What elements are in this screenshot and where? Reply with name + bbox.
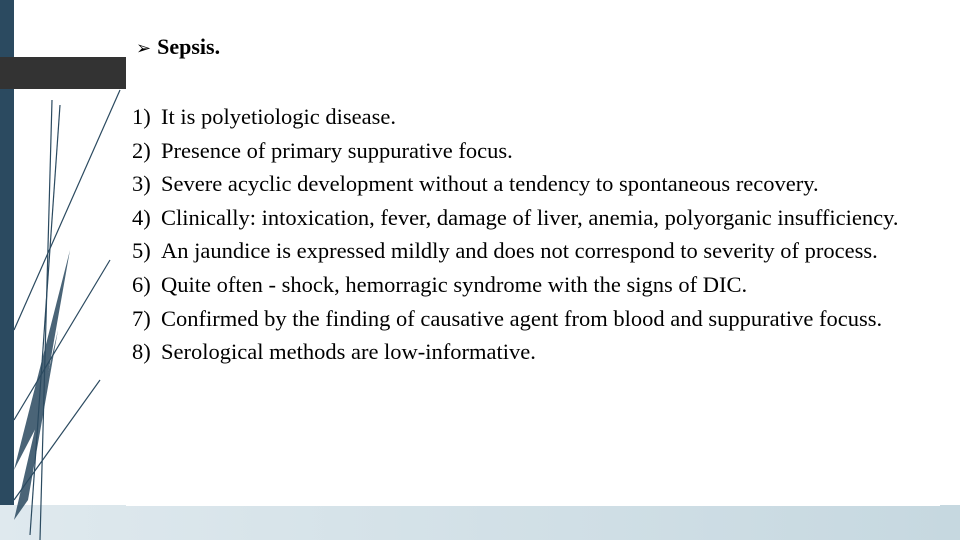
- list-item-text: Serological methods are low-informative.: [161, 339, 536, 365]
- numbered-list: [132, 100, 927, 369]
- list-item: [132, 167, 927, 201]
- list-item-number: 4): [132, 204, 151, 230]
- bottom-accent-band: [0, 505, 960, 540]
- slide-content: [126, 26, 940, 506]
- list-item: [132, 100, 927, 134]
- list-item-number: 5): [132, 238, 151, 264]
- list-item: [132, 134, 927, 168]
- list-item-text: Clinically: intoxication, fever, damage of liver, anemia, polyorganic insufficiency.: [161, 204, 899, 230]
- slide-title-text: Sepsis.: [157, 34, 221, 59]
- list-item-number: 1): [132, 104, 151, 129]
- title-marker-bar: [0, 57, 130, 89]
- list-item-number: 3): [132, 171, 151, 197]
- list-item-text: Quite often - shock, hemorragic syndrome with the signs of DIC.: [161, 271, 748, 297]
- list-item: [132, 234, 927, 268]
- list-item: [132, 268, 927, 302]
- list-item-number: 6): [132, 271, 151, 297]
- list-item: [132, 201, 927, 235]
- list-item-text: Severe acyclic development without a tendency to spontaneous recovery.: [161, 171, 819, 197]
- arrow-bullet-icon: ➢: [136, 38, 152, 59]
- slide-title: [136, 34, 220, 60]
- list-item-number: 7): [132, 305, 151, 331]
- list-item: [132, 335, 927, 369]
- list-item-text: It is polyetiologic disease.: [161, 104, 396, 129]
- list-item-text: An jaundice is expressed mildly and does not correspond to severity of process.: [161, 238, 878, 264]
- list-item: [132, 302, 927, 336]
- list-item-number: 8): [132, 339, 151, 365]
- list-item-number: 2): [132, 137, 151, 163]
- list-item-text: Confirmed by the finding of causative agent from blood and suppurative focuss.: [161, 305, 883, 331]
- list-item-text: Presence of primary suppurative focus.: [161, 137, 513, 163]
